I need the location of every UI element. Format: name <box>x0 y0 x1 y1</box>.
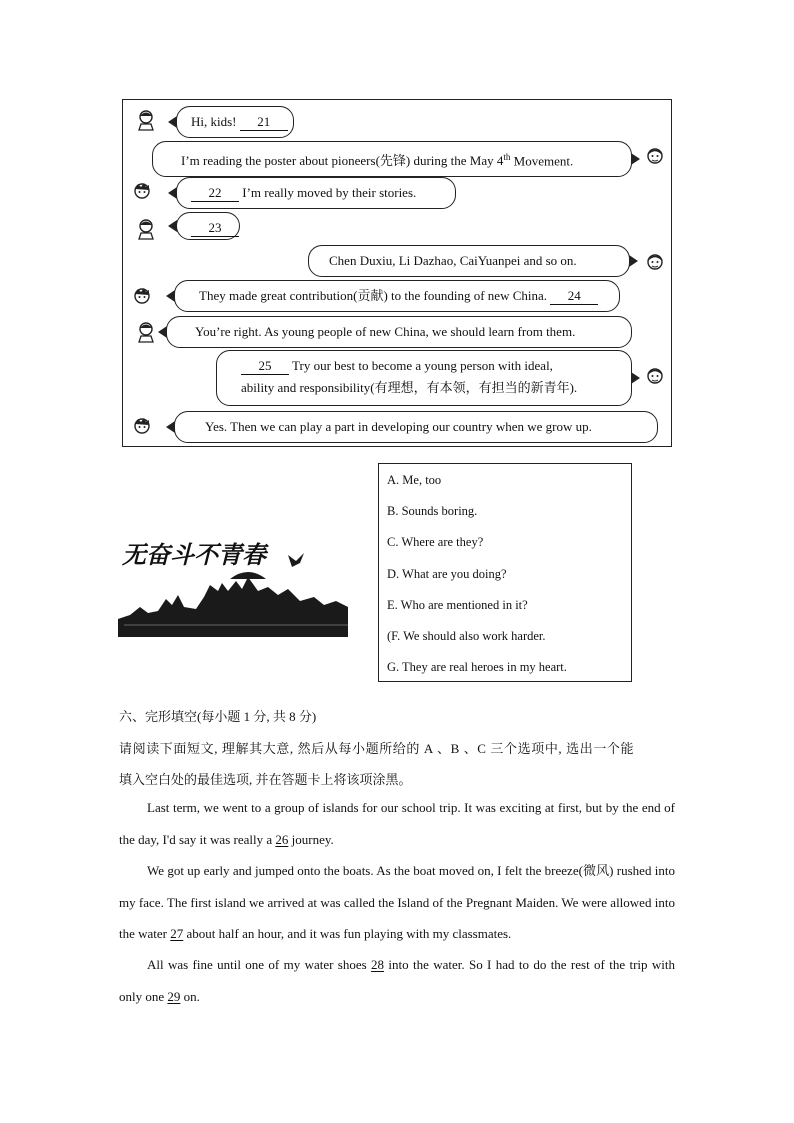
section-title: 六、完形填空(每小题 1 分, 共 8 分) <box>119 709 317 724</box>
instruction-line-1: 请阅读下面短文, 理解其大意, 然后从每小题所给的 A 、B 、C 三个选项中, 选出一个能 <box>119 741 635 756</box>
instruction-line-2: 填入空白处的最佳选项, 并在答题卡上将该项涂黑。 <box>119 772 412 787</box>
option-a: A. Me, too <box>387 473 442 487</box>
cloze-blank-28[interactable]: 28 <box>371 957 385 972</box>
girl-avatar-icon <box>136 109 156 131</box>
passage-text: Last term, we went to a group of islands for our school trip. It was exciting at first, but by the end of the day, I'd say it was really a <box>119 800 675 847</box>
boy-avatar-icon <box>132 416 152 438</box>
passage-text: journey. <box>288 831 334 847</box>
poster-image <box>118 515 348 637</box>
boy-avatar-icon <box>132 286 152 308</box>
girl-avatar-icon <box>136 218 156 240</box>
passage-text: about half an hour, and it was fun playing with my classmates. <box>183 926 512 941</box>
bubble-text: Hi, kids! <box>191 114 240 129</box>
passage-paragraph-1 <box>119 792 675 855</box>
speech-bubble-8 <box>216 350 632 406</box>
cloze-blank-26[interactable]: 26 <box>275 831 289 847</box>
option-d: D. What are you doing? <box>387 566 507 581</box>
passage-text: We got up early and jumped onto the boats. As the boat moved on, I felt the breeze(微风) rushed into my face. The first island we arrived at was called the Island of the Pregnant Maiden. We were allowed into the water <box>119 863 675 941</box>
options-box <box>378 463 632 682</box>
speech-bubble-7 <box>166 316 632 348</box>
poster-slogan: 无奋斗不青春 <box>122 541 266 569</box>
speech-bubble-2 <box>152 141 632 177</box>
boy-avatar-icon <box>132 181 152 203</box>
speech-bubble-4 <box>176 212 240 240</box>
passage-text: into the water. So I had to do the rest of the trip with only one <box>119 957 675 1004</box>
girl-avatar-icon <box>136 321 156 343</box>
speech-bubble-9 <box>174 411 658 443</box>
bubble-line-1 <box>231 355 617 377</box>
option-b: B. Sounds boring. <box>387 504 478 519</box>
teacher-avatar-icon <box>645 146 665 168</box>
bubble-text: They made great contribution(贡献) to the founding of new China. <box>199 288 551 303</box>
bubble-text: I’m really moved by their stories. <box>239 185 417 200</box>
bubble-text: Try our best to become a young person with ideal, <box>289 358 553 373</box>
option-c: C. Where are they? <box>387 535 484 550</box>
speech-bubble-6 <box>174 280 620 312</box>
bubble-line-2: ability and responsibility(有理想，有本领，有担当的新青年). <box>241 380 578 395</box>
bubble-text: Chen Duxiu, Li Dazhao, CaiYuanpei and so on. <box>329 253 577 268</box>
cloze-blank-27[interactable]: 27 <box>170 926 184 941</box>
answer-blank-24[interactable]: 24 <box>550 288 598 305</box>
answer-blank-23[interactable]: 23 <box>191 220 239 237</box>
teacher-avatar-icon <box>645 366 665 388</box>
passage-text: All was fine until one of my water shoes <box>147 957 372 972</box>
answer-blank-22[interactable]: 22 <box>191 185 239 202</box>
cloze-blank-29[interactable]: 29 <box>167 988 181 1004</box>
option-g: G. They are real heroes in my heart. <box>387 660 567 675</box>
bubble-text: Yes. Then we can play a part in developing our country when we grow up. <box>205 419 592 434</box>
bubble-text-tail: Movement. <box>510 153 574 169</box>
passage-paragraph-2 <box>119 855 675 950</box>
bubble-text: You’re right. As young people of new China, we should learn from them. <box>195 324 576 339</box>
passage-paragraph-3 <box>119 949 675 1012</box>
passage-text: on. <box>180 988 200 1004</box>
option-f: (F. We should also work harder. <box>387 628 546 643</box>
speech-bubble-1 <box>176 106 294 138</box>
poster-graphic <box>118 515 348 637</box>
superscript-th: th <box>503 152 511 162</box>
option-e: E. Who are mentioned in it? <box>387 597 528 612</box>
speech-bubble-5 <box>308 245 630 277</box>
bubble-text: I’m reading the poster about pioneers(先锋) during the May 4 <box>181 153 504 169</box>
answer-blank-25[interactable]: 25 <box>241 358 289 375</box>
teacher-avatar-icon <box>645 252 665 274</box>
answer-blank-21[interactable]: 21 <box>240 114 288 131</box>
speech-bubble-3 <box>176 177 456 209</box>
